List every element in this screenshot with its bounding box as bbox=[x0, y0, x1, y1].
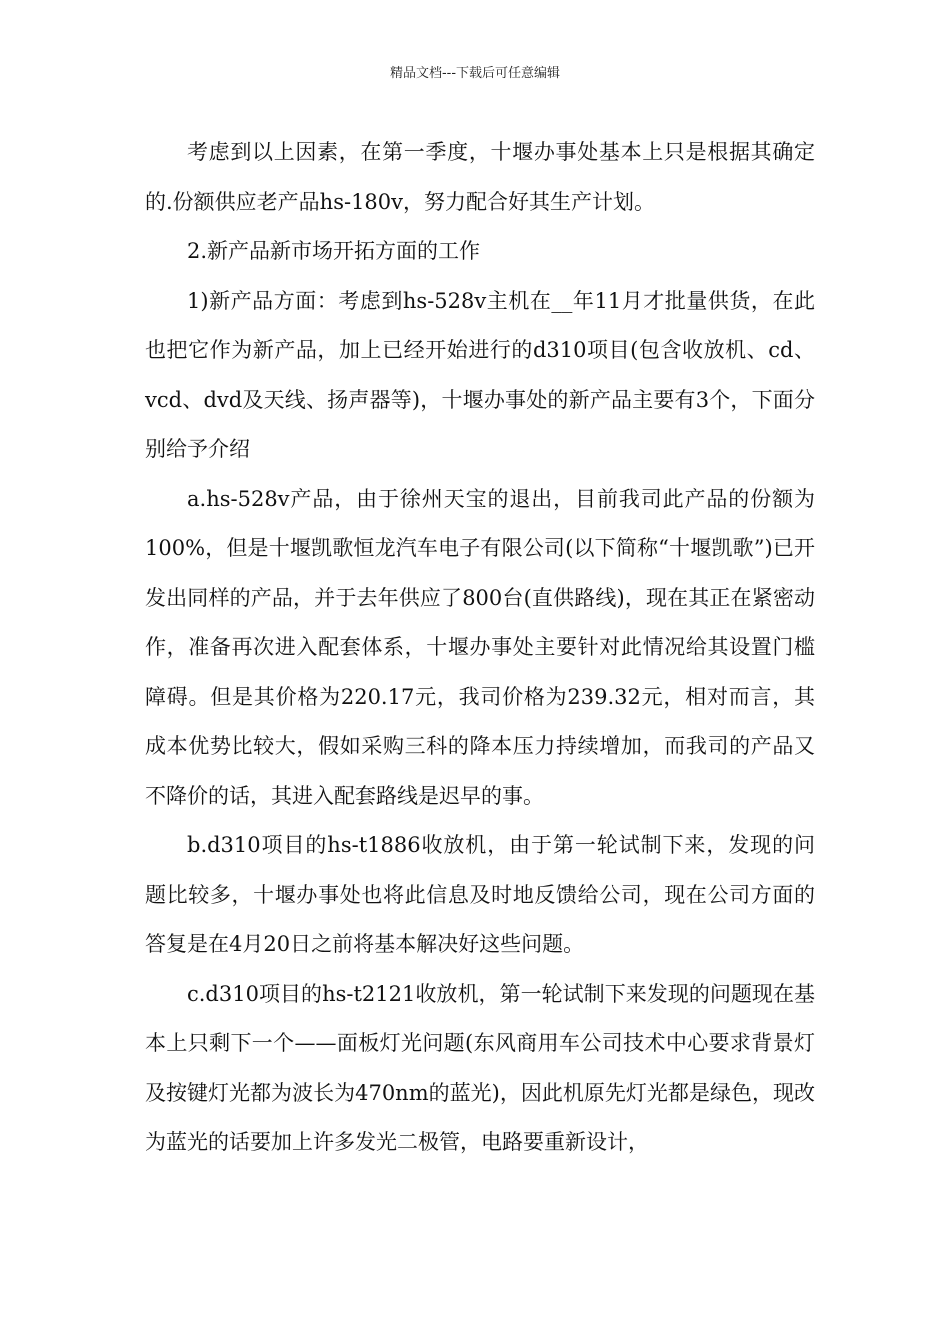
paragraph-factors-summary: 考虑到以上因素，在第一季度，十堰办事处基本上只是根据其确定的.份额供应老产品hs-180v，努力配合好其生产计划。 bbox=[145, 140, 815, 214]
section-heading-new-products: 2.新产品新市场开拓方面的工作 bbox=[187, 239, 481, 263]
paragraph-item-c: c.d310项目的hs-t2121收放机，第一轮试制下来发现的问题现在基本上只剩下一个——面板灯光问题(东风商用车公司技术中心要求背景灯及按键灯光都为波长为470nm的蓝光)，因此机原先灯光都是绿色，现改为蓝光的话要加上许多发光二极管，电路要重新设计， bbox=[145, 981, 815, 1154]
paragraph-item-b: b.d310项目的hs-t1886收放机，由于第一轮试制下来，发现的问题比较多，十堰办事处也将此信息及时地反馈给公司，现在公司方面的答复是在4月20日之前将基本解决好这些问题。 bbox=[145, 833, 815, 956]
document-body bbox=[145, 128, 815, 1168]
paragraph-item-a: a.hs-528v产品，由于徐州天宝的退出，目前我司此产品的份额为100%，但是十堰凯歌恒龙汽车电子有限公司(以下简称“十堰凯歌”)已开发出同样的产品，并于去年供应了800台(直供路线)，现在其正在紧密动作，准备再次进入配套体系，十堰办事处主要针对此情况给其设置门槛障碍。但是其价格为220.17元，我司价格为239.32元，相对而言，其成本优势比较大，假如采购三科的降本压力持续增加，而我司的产品又不降价的话，其进入配套路线是迟早的事。 bbox=[145, 486, 815, 808]
paragraph-new-products-intro: 1)新产品方面：考虑到hs-528v主机在__年11月才批量供货，在此也把它作为新产品，加上已经开始进行的d310项目(包含收放机、cd、vcd、dvd及天线、扬声器等)，十堰办事处的新产品主要有3个，下面分别给予介绍 bbox=[145, 288, 815, 461]
page-header: 精品文档---下载后可任意编辑 bbox=[389, 66, 561, 81]
